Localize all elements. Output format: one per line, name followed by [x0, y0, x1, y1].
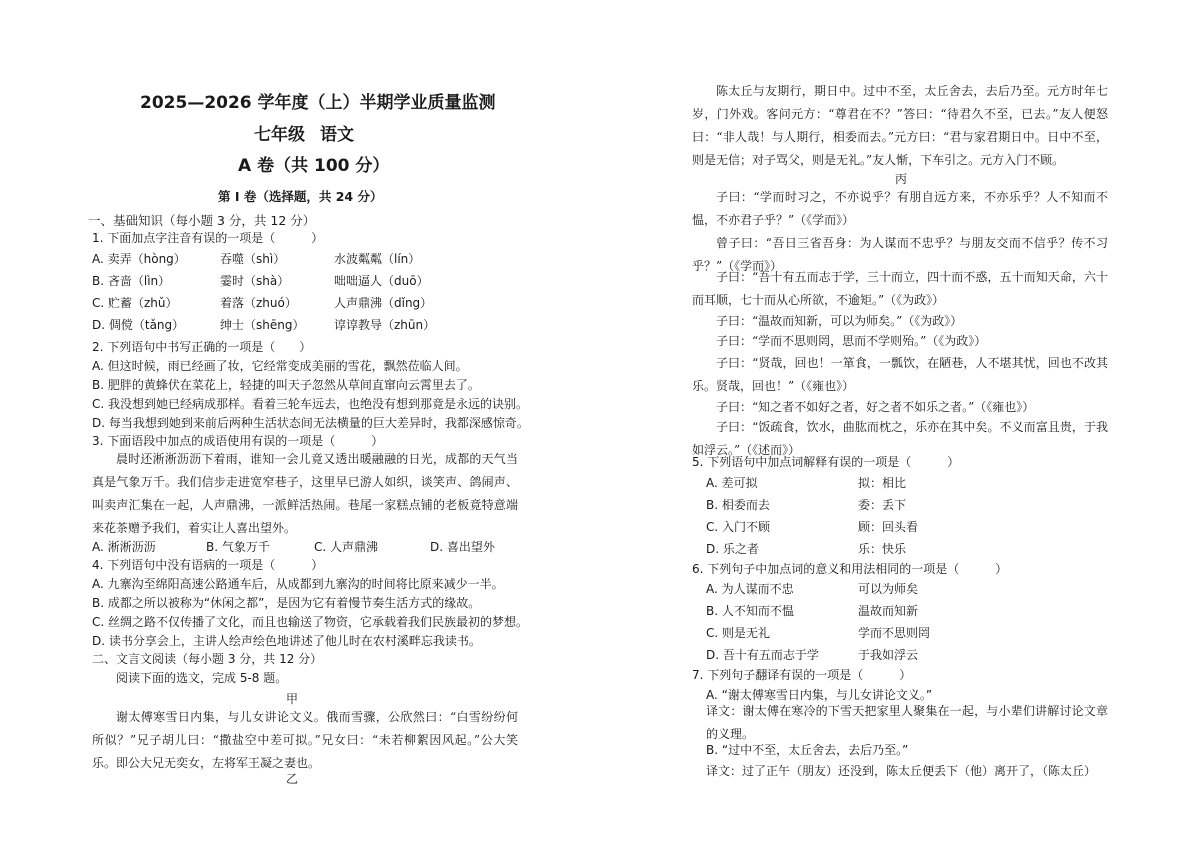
q1-option: B. 吝啬（lìn）	[92, 274, 171, 288]
q1-option: D. 倜傥（tǎng）	[92, 318, 185, 332]
q2-option-a: A. 但这时候，雨已经画了妆，它经常变成美丽的雪花，飘然莅临人间。	[92, 359, 468, 373]
passage-bing-label: 丙	[895, 172, 908, 186]
bing-paragraph: 子曰：“知之者不如好之者，好之者不如乐之者。”（《雍也》）	[716, 400, 1035, 414]
question-3: 3. 下面语段中加点的成语使用有误的一项是（ ）	[92, 434, 384, 448]
q6-option-pair: 可以为师矣	[858, 582, 919, 596]
q5-option-gloss: 顾：回头看	[858, 520, 919, 534]
q7-option-a-translation: 译文：谢太傅在寒冷的下雪天把家里人聚集在一起，与小辈们讲解讨论文章的义理。	[706, 704, 1108, 741]
bing-paragraph: 子曰：“学而时习之，不亦说乎？有朋自远方来，不亦乐乎？人不知而不愠，不亦君子乎？”（《学而》）	[692, 190, 1108, 227]
q3-option-c: C. 人声鼎沸	[314, 540, 379, 554]
bing-paragraph: 曾子曰：“吾日三省吾身：为人谋而不忠乎？与朋友交而不信乎？传不习乎？”（《学而》）	[692, 236, 1108, 273]
q4-option-b: B. 成都之所以被称为“休闲之都”，是因为它有着慢节奏生活方式的缘故。	[92, 596, 481, 610]
q5-option-gloss: 拟：相比	[858, 476, 907, 490]
q5-option: B. 相委而去	[706, 498, 770, 512]
q3-option-d: D. 喜出望外	[430, 540, 495, 554]
question-2: 2. 下列语句中书写正确的一项是（ ）	[92, 340, 312, 354]
bing-paragraph: 子曰：“学而不思则罔，思而不学则殆。”（《为政》）	[716, 334, 987, 348]
q1-option: 水波粼粼（lín）	[334, 252, 421, 266]
passage-yi-text: 陈太丘与友期行，期日中。过中不至，太丘舍去，去后乃至。元方时年七岁，门外戏。客问元方：“尊君在不？”答曰：“待君久不至，已去。”友人便怒曰：“非人哉！与人期行，相委而去。”元方曰：“君与家君期日中。日中不至，则是无信；对子骂父，则是无礼。”友人惭，下车引之。元方入门不顾。	[692, 84, 1108, 167]
question-1: 1. 下面加点字注音有误的一项是（ ）	[92, 231, 324, 245]
q6-option: A. 为人谋而不忠	[706, 582, 794, 596]
section-2-intro: 阅读下面的选文，完成 5-8 题。	[116, 671, 288, 685]
part-1-heading: 第 I 卷（选择题，共 24 分）	[218, 189, 383, 204]
question-7: 7. 下列句子翻译有误的一项是（ ）	[692, 668, 912, 682]
question-6: 6. 下列句子中加点词的意义和用法相同的一项是（ ）	[692, 562, 1008, 576]
exam-title: 2025—2026 学年度（上）半期学业质量监测	[140, 93, 496, 113]
section-1-heading: 一、基础知识（每小题 3 分，共 12 分）	[88, 213, 316, 228]
q3-option-a: A. 淅淅沥沥	[92, 540, 156, 554]
bing-paragraph: 子曰：“饭疏食，饮水，曲肱而枕之，乐亦在其中矣。不义而富且贵，于我如浮云。”（《述而》）	[692, 420, 1108, 457]
paper-a-title: A 卷（共 100 分）	[238, 156, 390, 176]
q1-option: C. 贮蓄（zhǔ）	[92, 296, 178, 310]
q1-option: A. 卖弄（hòng）	[92, 252, 186, 266]
question-5: 5. 下列语句中加点词解释有误的一项是（ ）	[692, 455, 960, 469]
q6-option: D. 吾十有五而志于学	[706, 648, 819, 662]
q2-option-b: B. 肥胖的黄蜂伏在菜花上，轻捷的叫天子忽然从草间直窜向云霄里去了。	[92, 378, 480, 392]
q4-option-a: A. 九寨沟至绵阳高速公路通车后，从成都到九寨沟的时间将比原来减少一半。	[92, 577, 504, 591]
q5-option: D. 乐之者	[706, 542, 759, 556]
q6-option-pair: 温故而知新	[858, 604, 919, 618]
q1-option: 谆谆教导（zhūn）	[334, 318, 436, 332]
q4-option-d: D. 读书分享会上，主讲人绘声绘色地讲述了他儿时在农村溪畔忘我读书。	[92, 634, 481, 648]
q1-option: 咄咄逼人（duō）	[334, 274, 429, 288]
q7-option-b: B. “过中不至，太丘舍去，去后乃至。”	[706, 743, 909, 757]
q3-option-b: B. 气象万千	[206, 540, 270, 554]
q1-option: 吞噬（shì）	[220, 252, 286, 266]
q6-option-pair: 学而不思则罔	[858, 626, 931, 640]
q6-option: C. 则是无礼	[706, 626, 771, 640]
section-2-heading: 二、文言文阅读（每小题 3 分，共 12 分）	[92, 652, 323, 666]
bing-paragraph: 子曰：“吾十有五而志于学，三十而立，四十而不惑，五十而知天命，六十而耳顺，七十而从心所欲，不逾矩。”（《为政》）	[692, 270, 1108, 307]
q6-option: B. 人不知而不愠	[706, 604, 794, 618]
q1-option: 人声鼎沸（dǐng）	[334, 296, 433, 310]
subject-label: 语文	[320, 125, 354, 145]
q7-option-a: A. “谢太傅寒雪日内集，与儿女讲论文义。”	[706, 688, 933, 702]
bing-paragraph: 子曰：“温故而知新，可以为师矣。”（《为政》）	[716, 314, 963, 328]
q2-option-c: C. 我没想到她已经病成那样。看着三轮车远去，也绝没有想到那竟是永远的诀别。	[92, 397, 529, 411]
grade-label: 七年级	[254, 125, 305, 145]
bing-paragraph: 子曰：“贤哉，回也！一箪食，一瓢饮，在陋巷，人不堪其忧，回也不改其乐。贤哉，回也！”（《雍也》）	[692, 356, 1108, 393]
q7-option-b-translation: 译文：过了正午（朋友）还没到，陈太丘便丢下（他）离开了，（陈太丘）	[706, 764, 1097, 778]
passage-jia-text: 谢太傅寒雪日内集，与儿女讲论文义。俄而雪骤，公欣然曰：“白雪纷纷何所似？”兄子胡儿曰：“撒盐空中差可拟。”兄女曰：“未若柳絮因风起。”公大笑乐。即公大兄无奕女，左将军王凝之妻也。	[92, 710, 518, 770]
q2-option-d: D. 每当我想到她到来前后两种生活状态间无法横量的巨大差异时，我都深感惊奇。	[92, 416, 529, 430]
passage-yi-label: 乙	[286, 772, 299, 786]
question-4: 4. 下列语句中没有语病的一项是（ ）	[92, 558, 324, 572]
q1-option: 着落（zhuó）	[220, 296, 297, 310]
q4-option-c: C. 丝绸之路不仅传播了文化，而且也输送了物资，它承载着我们民族最初的梦想。	[92, 615, 529, 629]
q5-option-gloss: 乐：快乐	[858, 542, 907, 556]
q5-option-gloss: 委：丢下	[858, 498, 907, 512]
q1-option: 霎时（shà）	[220, 274, 290, 288]
passage-jia-label: 甲	[286, 692, 299, 706]
q1-option: 绅士（shēng）	[220, 318, 305, 332]
q5-option: C. 入门不顾	[706, 520, 771, 534]
q6-option-pair: 于我如浮云	[858, 648, 919, 662]
q5-option: A. 差可拟	[706, 476, 758, 490]
q3-passage: 晨时还淅淅沥沥下着雨，谁知一会儿竟又透出暖融融的日光，成都的天气当真是气象万千。我们信步走进宽窄巷子，这里早已游人如织，谈笑声、鸽闹声、叫卖声汇集在一起，人声鼎沸，一派鲜活热闹。巷尾一家糕点铺的老板竟特意端来花茶赠予我们，着实让人喜出望外。	[92, 452, 518, 535]
